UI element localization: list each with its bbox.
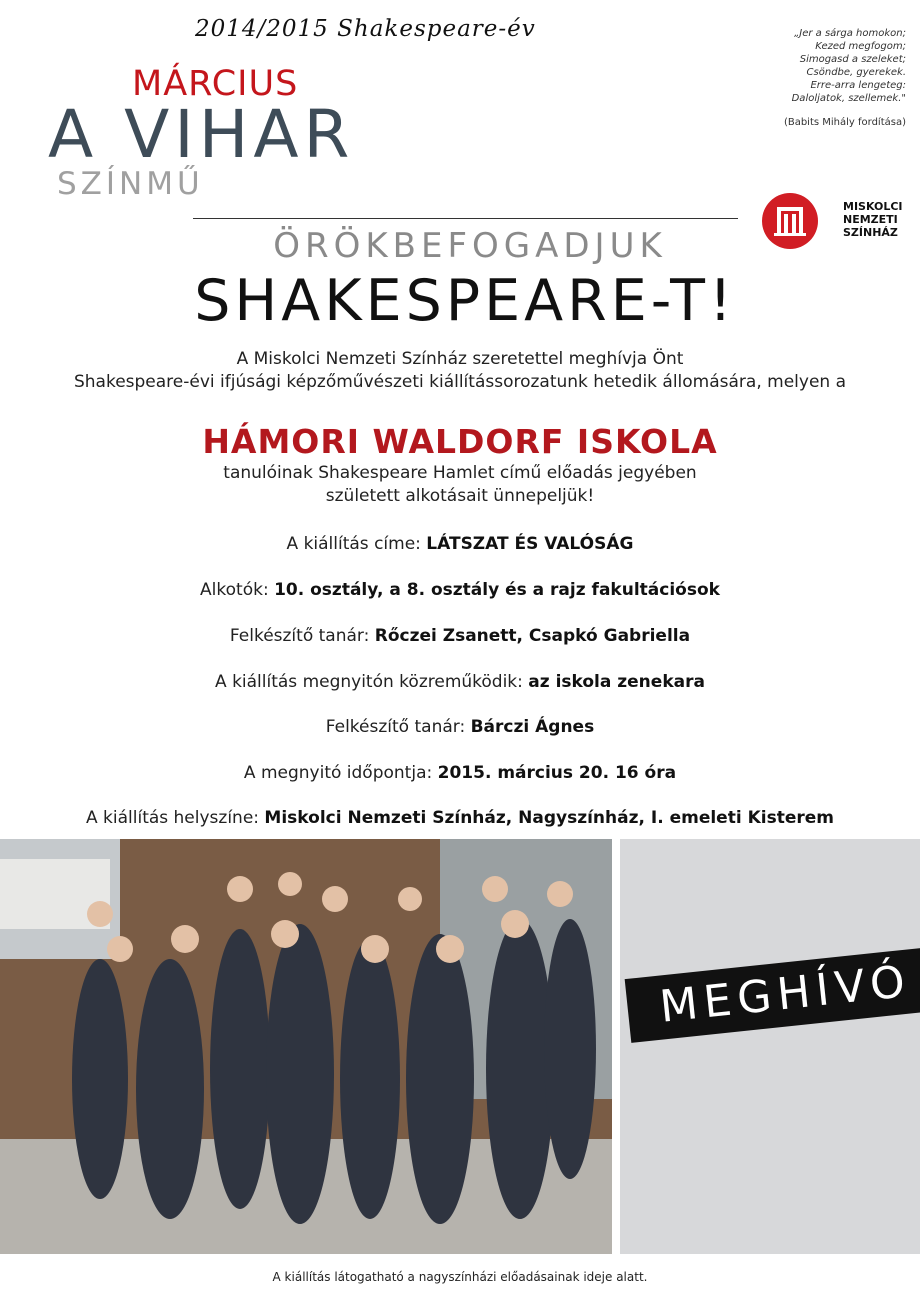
detail-label: Felkészítő tanár:	[229, 626, 375, 646]
school-name: HÁMORI WALDORF ISKOLA	[202, 422, 718, 461]
detail-date	[0, 763, 920, 783]
detail-label: Alkotók:	[200, 580, 275, 600]
month-label: MÁRCIUS	[132, 64, 299, 104]
intro-text	[0, 348, 920, 394]
detail-value: Miskolci Nemzeti Színház, Nagyszínház, I. emeleti Kisterem	[264, 808, 834, 828]
side-panel	[620, 839, 920, 1254]
school-subtext-line: született alkotásait ünnepeljük!	[325, 486, 595, 506]
header-divider	[193, 218, 738, 219]
quote-block	[716, 27, 906, 105]
quote-line: Simogasd a szeleket;	[799, 54, 906, 65]
quote-line: Daloljatok, szellemek."	[791, 93, 906, 104]
quote-line: Csöndbe, gyerekek.	[806, 67, 906, 78]
detail-performers	[0, 672, 920, 692]
quote-line: Erre-arra lengeteg:	[810, 80, 906, 91]
quote-line: „Jer a sárga homokon;	[794, 28, 906, 39]
year-title: 2014/2015 Shakespeare-év	[195, 16, 536, 42]
detail-label: A kiállítás helyszíne:	[86, 808, 265, 828]
detail-venue	[0, 808, 920, 828]
quote-line: Kezed megfogom;	[815, 41, 906, 52]
group-photo	[0, 839, 612, 1254]
invitation-banner-text: MEGHÍVÓ	[657, 955, 914, 1033]
logo-line: SZÍNHÁZ	[843, 226, 898, 239]
footer-note: A kiállítás látogatható a nagyszínházi előadásainak ideje alatt.	[272, 1270, 648, 1284]
logo-line: MISKOLCI	[843, 200, 903, 213]
intro-line: Shakespeare-évi ifjúsági képzőművészeti kiállítássorozatunk hetedik állomására, melyen a	[73, 372, 847, 392]
detail-label: Felkészítő tanár:	[325, 717, 471, 737]
genre-label: SZÍNMŰ	[57, 166, 204, 202]
detail-value: LÁTSZAT ÉS VALÓSÁG	[426, 534, 634, 554]
logo-line: NEMZETI	[843, 213, 898, 226]
detail-value: az iskola zenekara	[528, 672, 705, 692]
detail-music-teacher	[0, 717, 920, 737]
detail-value: 2015. március 20. 16 óra	[437, 763, 677, 783]
detail-label: A kiállítás címe:	[286, 534, 427, 554]
quote-source: (Babits Mihály fordítása)	[783, 117, 906, 128]
detail-value: Rőczei Zsanett, Csapkó Gabriella	[374, 626, 691, 646]
detail-creators	[0, 580, 920, 600]
detail-value: 10. osztály, a 8. osztály és a rajz fakultációsok	[274, 580, 720, 600]
headline-main: SHAKESPEARE-T!	[194, 268, 736, 334]
intro-line: A Miskolci Nemzeti Színház szeretettel meghívja Önt	[236, 349, 684, 369]
detail-value: Bárczi Ágnes	[470, 717, 595, 737]
detail-label: A kiállítás megnyitón közreműködik:	[215, 672, 529, 692]
school-subtext	[0, 462, 920, 508]
detail-label: A megnyitó időpontja:	[243, 763, 438, 783]
detail-title	[0, 534, 920, 554]
play-title: A VIHAR	[48, 96, 355, 173]
detail-teacher	[0, 626, 920, 646]
school-subtext-line: tanulóinak Shakespeare Hamlet című előadás jegyében	[223, 463, 697, 483]
headline-top: ÖRÖKBEFOGADJUK	[273, 226, 667, 266]
